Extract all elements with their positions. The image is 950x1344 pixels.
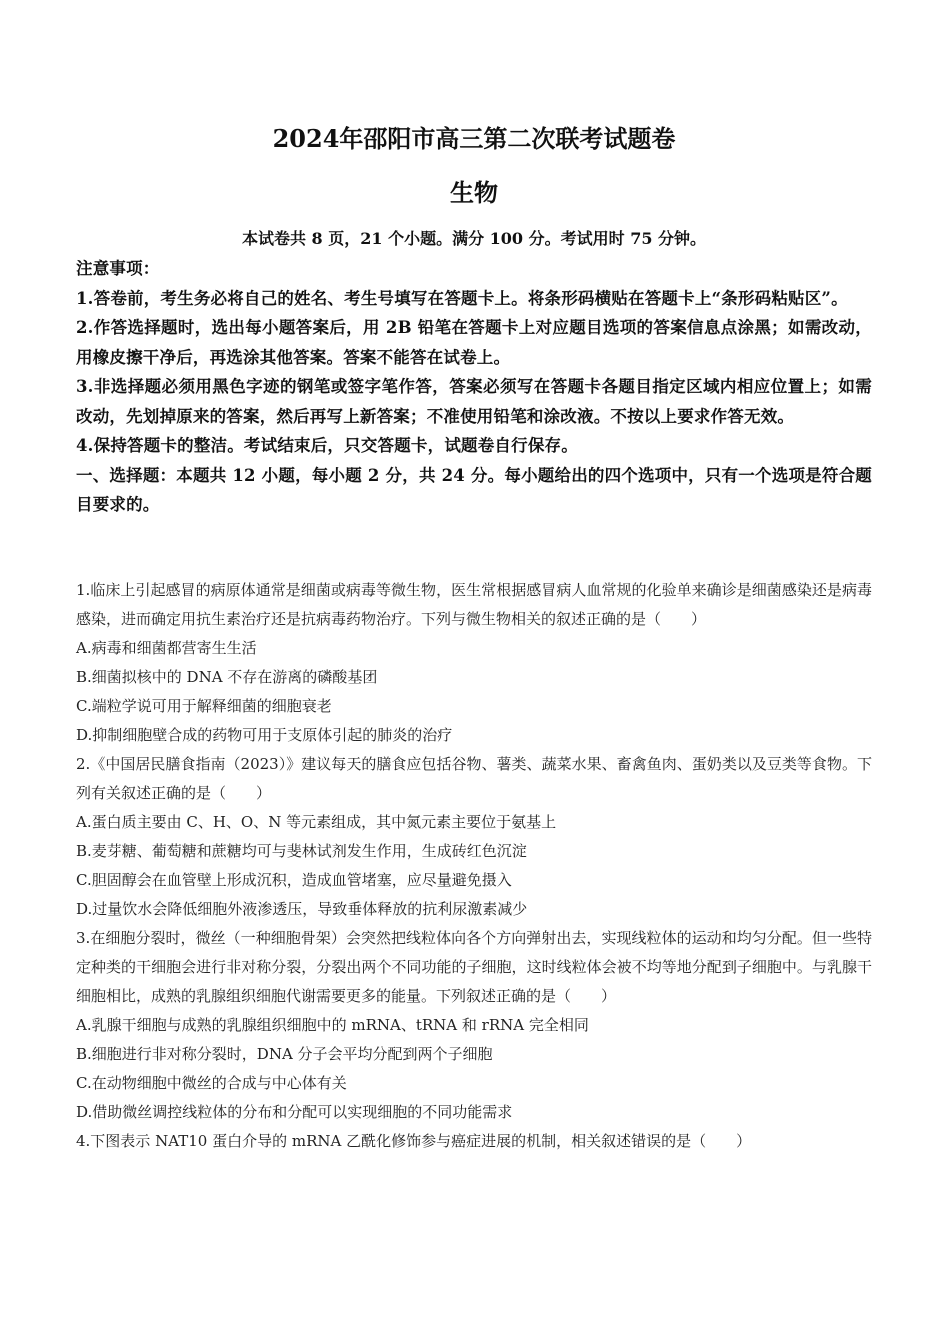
question-stem: 2.《中国居民膳食指南（2023）》建议每天的膳食应包括谷物、薯类、蔬菜水果、畜禽鱼肉、蛋奶类以及豆类等食物。下列有关叙述正确的是（ ） xyxy=(76,755,872,802)
exam-title: 2024年邵阳市高三第二次联考试题卷 xyxy=(272,124,676,153)
option-item: B.细菌拟核中的 DNA 不存在游离的磷酸基团 xyxy=(76,668,378,686)
question-stem: 1.临床上引起感冒的病原体通常是细菌或病毒等微生物，医生常根据感冒病人血常规的化验单来确诊是细菌感染还是病毒感染，进而确定用抗生素治疗还是抗病毒药物治疗。下列与微生物相关的叙述正确的是（ ） xyxy=(76,581,872,628)
option-item: A.乳腺干细胞与成熟的乳腺组织细胞中的 mRNA、tRNA 和 rRNA 完全相同 xyxy=(76,1016,589,1034)
option-item: D.借助微丝调控线粒体的分布和分配可以实现细胞的不同功能需求 xyxy=(76,1103,513,1121)
note-item-4: 4.保持答题卡的整洁。考试结束后，只交答题卡，试题卷自行保存。 xyxy=(76,436,578,455)
question-list xyxy=(76,576,872,1156)
exam-info: 本试卷共 8 页，21 个小题。满分 100 分。考试用时 75 分钟。 xyxy=(241,229,707,248)
option-item: C.端粒学说可用于解释细菌的细胞衰老 xyxy=(76,697,332,715)
note-item-1: 1.答卷前，考生务必将自己的姓名、考生号填写在答题卡上。将条形码横贴在答题卡上“条形码粘贴区”。 xyxy=(76,288,848,308)
option-item: A.病毒和细菌都营寄生生活 xyxy=(76,639,257,657)
note-item-2: 2.作答选择题时，选出每小题答案后，用 2B 铅笔在答题卡上对应题目选项的答案信息点涂黑；如需改动，用橡皮擦干净后，再选涂其他答案。答案不能答在试卷上。 xyxy=(76,318,872,367)
notes-heading: 注意事项： xyxy=(76,259,160,278)
question-stem: 3.在细胞分裂时，微丝（一种细胞骨架）会突然把线粒体向各个方向弹射出去，实现线粒体的运动和均匀分配。但一些特定种类的干细胞会进行非对称分裂，分裂出两个不同功能的子细胞，这时线粒体会被不均等地分配到子细胞中。与乳腺干细胞相比，成熟的乳腺组织细胞代谢需要更多的能量。下列叙述正确的是（ ） xyxy=(76,929,872,1005)
option-item: D.抑制细胞壁合成的药物可用于支原体引起的肺炎的治疗 xyxy=(76,726,453,744)
section-heading: 一、选择题：本题共 12 小题，每小题 2 分，共 24 分。每小题给出的四个选项中，只有一个选项是符合题目要求的。 xyxy=(76,465,872,514)
option-item: B.细胞进行非对称分裂时，DNA 分子会平均分配到两个子细胞 xyxy=(76,1045,493,1063)
option-item: C.在动物细胞中微丝的合成与中心体有关 xyxy=(76,1074,347,1092)
option-item: D.过量饮水会降低细胞外液渗透压，导致垂体释放的抗利尿激素减少 xyxy=(76,900,528,918)
notes-section xyxy=(76,254,872,520)
option-item: A.蛋白质主要由 C、H、O、N 等元素组成，其中氮元素主要位于氨基上 xyxy=(76,813,557,831)
option-item: B.麦芽糖、葡萄糖和蔗糖均可与斐林试剂发生作用，生成砖红色沉淀 xyxy=(76,842,527,860)
option-item: C.胆固醇会在血管壁上形成沉积，造成血管堵塞，应尽量避免摄入 xyxy=(76,871,512,889)
subject-title: 生物 xyxy=(450,178,498,207)
note-item-3: 3.非选择题必须用黑色字迹的钢笔或签字笔作答，答案必须写在答题卡各题目指定区域内相应位置上；如需改动，先划掉原来的答案，然后再写上新答案；不准使用铅笔和涂改液。不按以上要求作答无效。 xyxy=(76,377,872,426)
question-stem: 4.下图表示 NAT10 蛋白介导的 mRNA 乙酰化修饰参与癌症进展的机制，相关叙述错误的是（ ） xyxy=(76,1132,752,1150)
